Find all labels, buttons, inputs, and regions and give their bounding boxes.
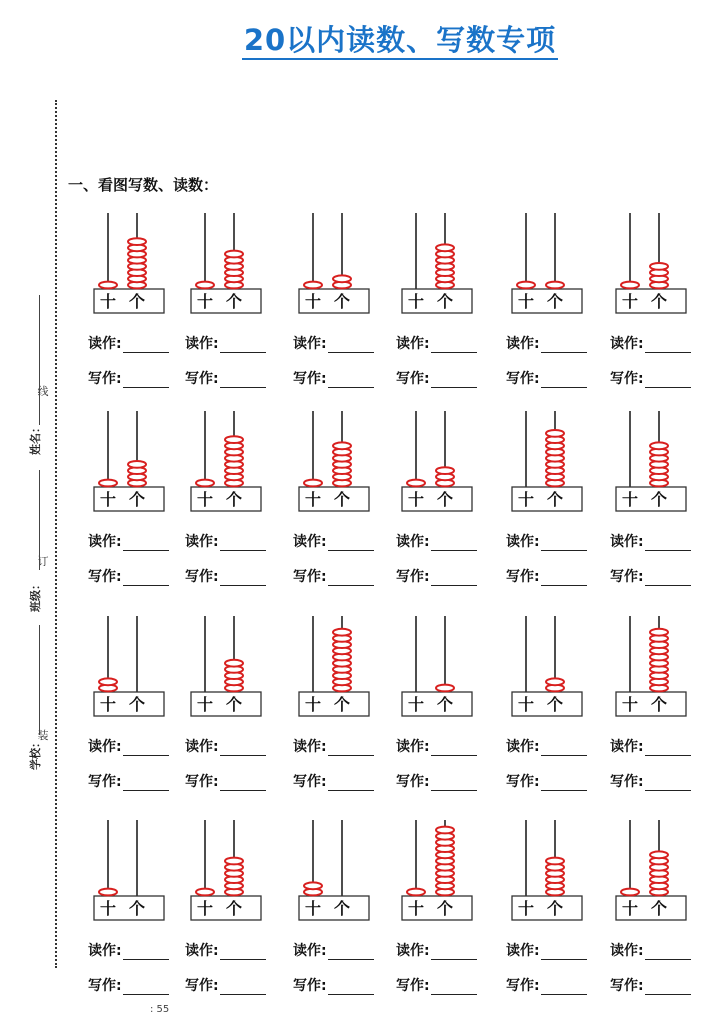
read-caption-label: 读作: — [396, 943, 430, 959]
read-caption-answer-blank[interactable] — [431, 741, 477, 756]
write-caption-label: 写作: — [506, 774, 540, 790]
ones-label: 个 — [333, 899, 351, 918]
ones-label: 个 — [128, 292, 146, 311]
read-caption-answer-blank[interactable] — [645, 741, 691, 756]
tens-bead — [304, 882, 322, 889]
read-caption-answer-blank[interactable] — [220, 536, 266, 551]
read-caption-label: 读作: — [506, 336, 540, 352]
read-caption — [610, 736, 691, 756]
read-caption-answer-blank[interactable] — [220, 741, 266, 756]
abacus-item — [506, 812, 611, 1007]
abacus-item — [293, 812, 398, 1007]
write-caption-label: 写作: — [506, 371, 540, 387]
write-caption — [396, 368, 477, 388]
read-caption — [506, 531, 587, 551]
read-caption-label: 读作: — [396, 534, 430, 550]
abacus-item — [396, 812, 501, 1007]
abacus-figure — [88, 205, 193, 315]
read-caption-answer-blank[interactable] — [645, 338, 691, 353]
write-caption-label: 写作: — [88, 774, 122, 790]
read-caption — [185, 736, 266, 756]
ones-label: 个 — [650, 490, 668, 509]
read-caption-label: 读作: — [185, 534, 219, 550]
write-caption-answer-blank[interactable] — [123, 776, 169, 791]
tens-bead — [196, 480, 214, 487]
write-caption-label: 写作: — [396, 371, 430, 387]
tens-label: 十 — [621, 292, 639, 311]
read-caption — [88, 333, 169, 353]
school-label: 学校： — [29, 737, 42, 770]
read-caption-answer-blank[interactable] — [328, 741, 374, 756]
write-caption — [610, 368, 691, 388]
name-fill-line — [39, 295, 40, 425]
write-caption-answer-blank[interactable] — [645, 571, 691, 586]
binding-char-assemble: 装 — [37, 729, 49, 742]
abacus-item — [88, 205, 193, 400]
read-caption-answer-blank[interactable] — [541, 945, 587, 960]
ones-bead — [436, 467, 454, 474]
abacus-item — [88, 812, 193, 1007]
read-caption — [293, 736, 374, 756]
read-caption — [610, 531, 691, 551]
ones-bead — [436, 244, 454, 251]
read-caption — [610, 940, 691, 960]
ones-label: 个 — [333, 695, 351, 714]
ones-label: 个 — [225, 899, 243, 918]
abacus-figure — [610, 812, 715, 922]
read-caption — [293, 940, 374, 960]
section-heading: 一、看图写数、读数： — [68, 176, 219, 194]
write-caption-answer-blank[interactable] — [541, 373, 587, 388]
abacus-item — [396, 205, 501, 400]
abacus-figure — [88, 608, 193, 718]
write-caption-label: 写作: — [185, 774, 219, 790]
binding-char-line: 线 — [37, 385, 49, 398]
write-caption-answer-blank[interactable] — [220, 776, 266, 791]
tens-label: 十 — [99, 695, 117, 714]
write-caption-label: 写作: — [88, 978, 122, 994]
ones-bead — [650, 851, 668, 858]
write-caption — [506, 368, 587, 388]
write-caption-label: 写作: — [293, 569, 327, 585]
write-caption — [610, 975, 691, 995]
abacus-item — [610, 812, 715, 1007]
ones-label: 个 — [650, 695, 668, 714]
ones-bead — [546, 282, 564, 289]
tens-label: 十 — [99, 292, 117, 311]
write-caption-answer-blank[interactable] — [328, 373, 374, 388]
abacus-figure — [610, 403, 715, 513]
binding-char-bind: 订 — [37, 555, 49, 568]
read-caption-label: 读作: — [293, 534, 327, 550]
tens-label: 十 — [99, 490, 117, 509]
name-label: 姓名： — [29, 422, 42, 455]
write-caption-answer-blank[interactable] — [220, 571, 266, 586]
read-caption-label: 读作: — [185, 336, 219, 352]
read-caption-label: 读作: — [610, 943, 644, 959]
write-caption-label: 写作: — [88, 569, 122, 585]
abacus-figure — [396, 608, 501, 718]
tens-label: 十 — [196, 899, 214, 918]
write-caption-label: 写作: — [185, 978, 219, 994]
write-caption — [293, 975, 374, 995]
read-caption — [88, 940, 169, 960]
abacus-item — [185, 812, 290, 1007]
tens-label: 十 — [304, 292, 322, 311]
write-caption-answer-blank[interactable] — [645, 776, 691, 791]
ones-bead — [650, 442, 668, 449]
read-caption-answer-blank[interactable] — [123, 741, 169, 756]
write-caption-label: 写作: — [396, 569, 430, 585]
write-caption-answer-blank[interactable] — [431, 373, 477, 388]
abacus-figure — [396, 403, 501, 513]
tens-bead — [196, 282, 214, 289]
write-caption — [293, 566, 374, 586]
tens-label: 十 — [407, 292, 425, 311]
read-caption — [293, 333, 374, 353]
read-caption-label: 读作: — [185, 739, 219, 755]
abacus-item — [185, 205, 290, 400]
read-caption-label: 读作: — [396, 336, 430, 352]
tens-label: 十 — [196, 490, 214, 509]
abacus-figure — [396, 812, 501, 922]
abacus-figure — [185, 205, 290, 315]
abacus-figure — [88, 812, 193, 922]
read-caption-label: 读作: — [88, 943, 122, 959]
ones-label: 个 — [333, 490, 351, 509]
write-caption-answer-blank[interactable] — [123, 980, 169, 995]
write-caption-answer-blank[interactable] — [431, 776, 477, 791]
read-caption-answer-blank[interactable] — [645, 536, 691, 551]
tens-bead — [196, 889, 214, 896]
write-caption-answer-blank[interactable] — [431, 571, 477, 586]
ones-label: 个 — [225, 292, 243, 311]
tens-label: 十 — [621, 695, 639, 714]
ones-bead — [650, 629, 668, 636]
read-caption — [396, 531, 477, 551]
tens-bead — [621, 282, 639, 289]
read-caption-label: 读作: — [610, 739, 644, 755]
ones-label: 个 — [436, 899, 454, 918]
ones-bead — [225, 251, 243, 258]
ones-label: 个 — [128, 899, 146, 918]
ones-label: 个 — [546, 292, 564, 311]
tens-label: 十 — [407, 899, 425, 918]
tens-bead — [99, 678, 117, 685]
write-caption — [506, 566, 587, 586]
write-caption-label: 写作: — [185, 569, 219, 585]
write-caption — [185, 975, 266, 995]
write-caption-label: 写作: — [88, 371, 122, 387]
write-caption-label: 写作: — [185, 371, 219, 387]
read-caption — [88, 736, 169, 756]
ones-label: 个 — [546, 695, 564, 714]
tens-label: 十 — [621, 490, 639, 509]
page-title — [0, 18, 722, 59]
write-caption — [506, 771, 587, 791]
abacus-figure — [506, 403, 611, 513]
ones-label: 个 — [128, 490, 146, 509]
write-caption-label: 写作: — [396, 774, 430, 790]
ones-label: 个 — [650, 292, 668, 311]
tens-label: 十 — [304, 490, 322, 509]
read-caption-answer-blank[interactable] — [220, 945, 266, 960]
read-caption-answer-blank[interactable] — [431, 338, 477, 353]
write-caption-label: 写作: — [610, 978, 644, 994]
abacus-item — [396, 403, 501, 598]
tens-label: 十 — [99, 899, 117, 918]
abacus-figure — [293, 812, 398, 922]
abacus-figure — [88, 403, 193, 513]
tens-label: 十 — [517, 899, 535, 918]
abacus-figure — [396, 205, 501, 315]
write-caption-answer-blank[interactable] — [220, 373, 266, 388]
write-caption — [293, 771, 374, 791]
ones-label: 个 — [225, 695, 243, 714]
read-caption — [185, 940, 266, 960]
abacus-figure — [610, 608, 715, 718]
abacus-figure — [506, 608, 611, 718]
write-caption-label: 写作: — [396, 978, 430, 994]
read-caption-label: 读作: — [88, 739, 122, 755]
ones-bead — [333, 275, 351, 282]
class-label: 班级： — [29, 579, 42, 612]
read-caption-answer-blank[interactable] — [328, 536, 374, 551]
read-caption-label: 读作: — [506, 943, 540, 959]
read-caption-label: 读作: — [88, 534, 122, 550]
abacus-item — [506, 608, 611, 803]
read-caption — [506, 736, 587, 756]
school-fill-line — [39, 625, 40, 735]
ones-label: 个 — [650, 899, 668, 918]
write-caption-label: 写作: — [610, 371, 644, 387]
write-caption-answer-blank[interactable] — [541, 980, 587, 995]
write-caption — [506, 975, 587, 995]
ones-label: 个 — [436, 292, 454, 311]
abacus-item — [88, 403, 193, 598]
abacus-figure — [293, 608, 398, 718]
tens-label: 十 — [304, 695, 322, 714]
write-caption — [293, 368, 374, 388]
ones-label: 个 — [128, 695, 146, 714]
write-caption-answer-blank[interactable] — [123, 373, 169, 388]
read-caption-label: 读作: — [293, 943, 327, 959]
abacus-item — [506, 205, 611, 400]
read-caption-answer-blank[interactable] — [431, 945, 477, 960]
page-title-text: 20以内读数、写数专项 — [242, 23, 558, 60]
abacus-figure — [185, 812, 290, 922]
read-caption — [610, 333, 691, 353]
read-caption-answer-blank[interactable] — [123, 338, 169, 353]
tens-bead — [304, 480, 322, 487]
tens-label: 十 — [407, 490, 425, 509]
write-caption — [185, 368, 266, 388]
read-caption — [396, 736, 477, 756]
binding-dotted-line — [55, 100, 57, 968]
write-caption-answer-blank[interactable] — [328, 776, 374, 791]
ones-label: 个 — [546, 490, 564, 509]
read-caption-answer-blank[interactable] — [541, 338, 587, 353]
ones-bead — [128, 461, 146, 468]
read-caption-answer-blank[interactable] — [220, 338, 266, 353]
ones-bead — [333, 629, 351, 636]
write-caption — [88, 771, 169, 791]
tens-bead — [99, 480, 117, 487]
read-caption — [506, 333, 587, 353]
abacus-figure — [293, 403, 398, 513]
class-fill-line — [39, 470, 40, 570]
write-caption — [185, 566, 266, 586]
tens-label: 十 — [517, 695, 535, 714]
tens-bead — [99, 282, 117, 289]
abacus-item — [506, 403, 611, 598]
tens-label: 十 — [304, 899, 322, 918]
tens-label: 十 — [407, 695, 425, 714]
read-caption-label: 读作: — [610, 336, 644, 352]
write-caption-label: 写作: — [293, 371, 327, 387]
write-caption-answer-blank[interactable] — [541, 571, 587, 586]
read-caption-label: 读作: — [88, 336, 122, 352]
write-caption-label: 写作: — [610, 774, 644, 790]
write-caption-answer-blank[interactable] — [645, 373, 691, 388]
tens-label: 十 — [621, 899, 639, 918]
tens-label: 十 — [517, 292, 535, 311]
ones-bead — [546, 678, 564, 685]
read-caption-answer-blank[interactable] — [431, 536, 477, 551]
abacus-item — [293, 205, 398, 400]
write-caption — [396, 975, 477, 995]
abacus-figure — [506, 205, 611, 315]
write-caption-answer-blank[interactable] — [123, 571, 169, 586]
abacus-item — [396, 608, 501, 803]
tens-bead — [99, 889, 117, 896]
ones-bead — [546, 858, 564, 865]
read-caption — [88, 531, 169, 551]
read-caption-answer-blank[interactable] — [328, 338, 374, 353]
ones-bead — [333, 442, 351, 449]
abacus-item — [610, 608, 715, 803]
abacus-figure — [293, 205, 398, 315]
abacus-item — [293, 403, 398, 598]
read-caption-label: 读作: — [506, 534, 540, 550]
read-caption-label: 读作: — [396, 739, 430, 755]
read-caption-label: 读作: — [293, 739, 327, 755]
write-caption-label: 写作: — [506, 569, 540, 585]
ones-label: 个 — [546, 899, 564, 918]
read-caption-answer-blank[interactable] — [541, 741, 587, 756]
abacus-figure — [610, 205, 715, 315]
read-caption-label: 读作: — [610, 534, 644, 550]
abacus-item — [185, 403, 290, 598]
write-caption — [88, 368, 169, 388]
read-caption-answer-blank[interactable] — [645, 945, 691, 960]
read-caption-label: 读作: — [293, 336, 327, 352]
ones-bead — [650, 263, 668, 270]
write-caption — [610, 771, 691, 791]
write-caption — [88, 975, 169, 995]
ones-label: 个 — [436, 490, 454, 509]
abacus-item — [610, 205, 715, 400]
read-caption — [185, 531, 266, 551]
ones-label: 个 — [225, 490, 243, 509]
abacus-item — [293, 608, 398, 803]
page-footer-mark: : 55 — [150, 1004, 170, 1015]
abacus-item — [185, 608, 290, 803]
tens-bead — [621, 889, 639, 896]
write-caption-answer-blank[interactable] — [328, 980, 374, 995]
write-caption — [185, 771, 266, 791]
read-caption — [293, 531, 374, 551]
abacus-item — [88, 608, 193, 803]
ones-bead — [128, 238, 146, 245]
write-caption — [88, 566, 169, 586]
tens-label: 十 — [196, 292, 214, 311]
ones-bead — [546, 430, 564, 437]
read-caption-label: 读作: — [506, 739, 540, 755]
read-caption — [396, 940, 477, 960]
abacus-figure — [506, 812, 611, 922]
ones-bead — [225, 660, 243, 667]
ones-bead — [225, 436, 243, 443]
write-caption — [396, 566, 477, 586]
tens-bead — [304, 282, 322, 289]
tens-label: 十 — [517, 490, 535, 509]
read-caption-label: 读作: — [185, 943, 219, 959]
write-caption-answer-blank[interactable] — [645, 980, 691, 995]
tens-label: 十 — [196, 695, 214, 714]
ones-bead — [225, 858, 243, 865]
tens-bead — [407, 889, 425, 896]
write-caption-answer-blank[interactable] — [328, 571, 374, 586]
ones-bead — [436, 827, 454, 834]
write-caption-label: 写作: — [293, 978, 327, 994]
tens-bead — [407, 480, 425, 487]
ones-label: 个 — [436, 695, 454, 714]
abacus-figure — [185, 608, 290, 718]
read-caption-answer-blank[interactable] — [541, 536, 587, 551]
abacus-item — [610, 403, 715, 598]
read-caption — [185, 333, 266, 353]
write-caption-answer-blank[interactable] — [541, 776, 587, 791]
read-caption-answer-blank[interactable] — [328, 945, 374, 960]
ones-bead — [436, 685, 454, 692]
write-caption-answer-blank[interactable] — [431, 980, 477, 995]
read-caption — [506, 940, 587, 960]
ones-label: 个 — [333, 292, 351, 311]
abacus-figure — [185, 403, 290, 513]
read-caption-answer-blank[interactable] — [123, 945, 169, 960]
tens-bead — [517, 282, 535, 289]
write-caption-label: 写作: — [610, 569, 644, 585]
read-caption-answer-blank[interactable] — [123, 536, 169, 551]
read-caption — [396, 333, 477, 353]
write-caption-label: 写作: — [506, 978, 540, 994]
write-caption — [396, 771, 477, 791]
write-caption — [610, 566, 691, 586]
write-caption-label: 写作: — [293, 774, 327, 790]
write-caption-answer-blank[interactable] — [220, 980, 266, 995]
